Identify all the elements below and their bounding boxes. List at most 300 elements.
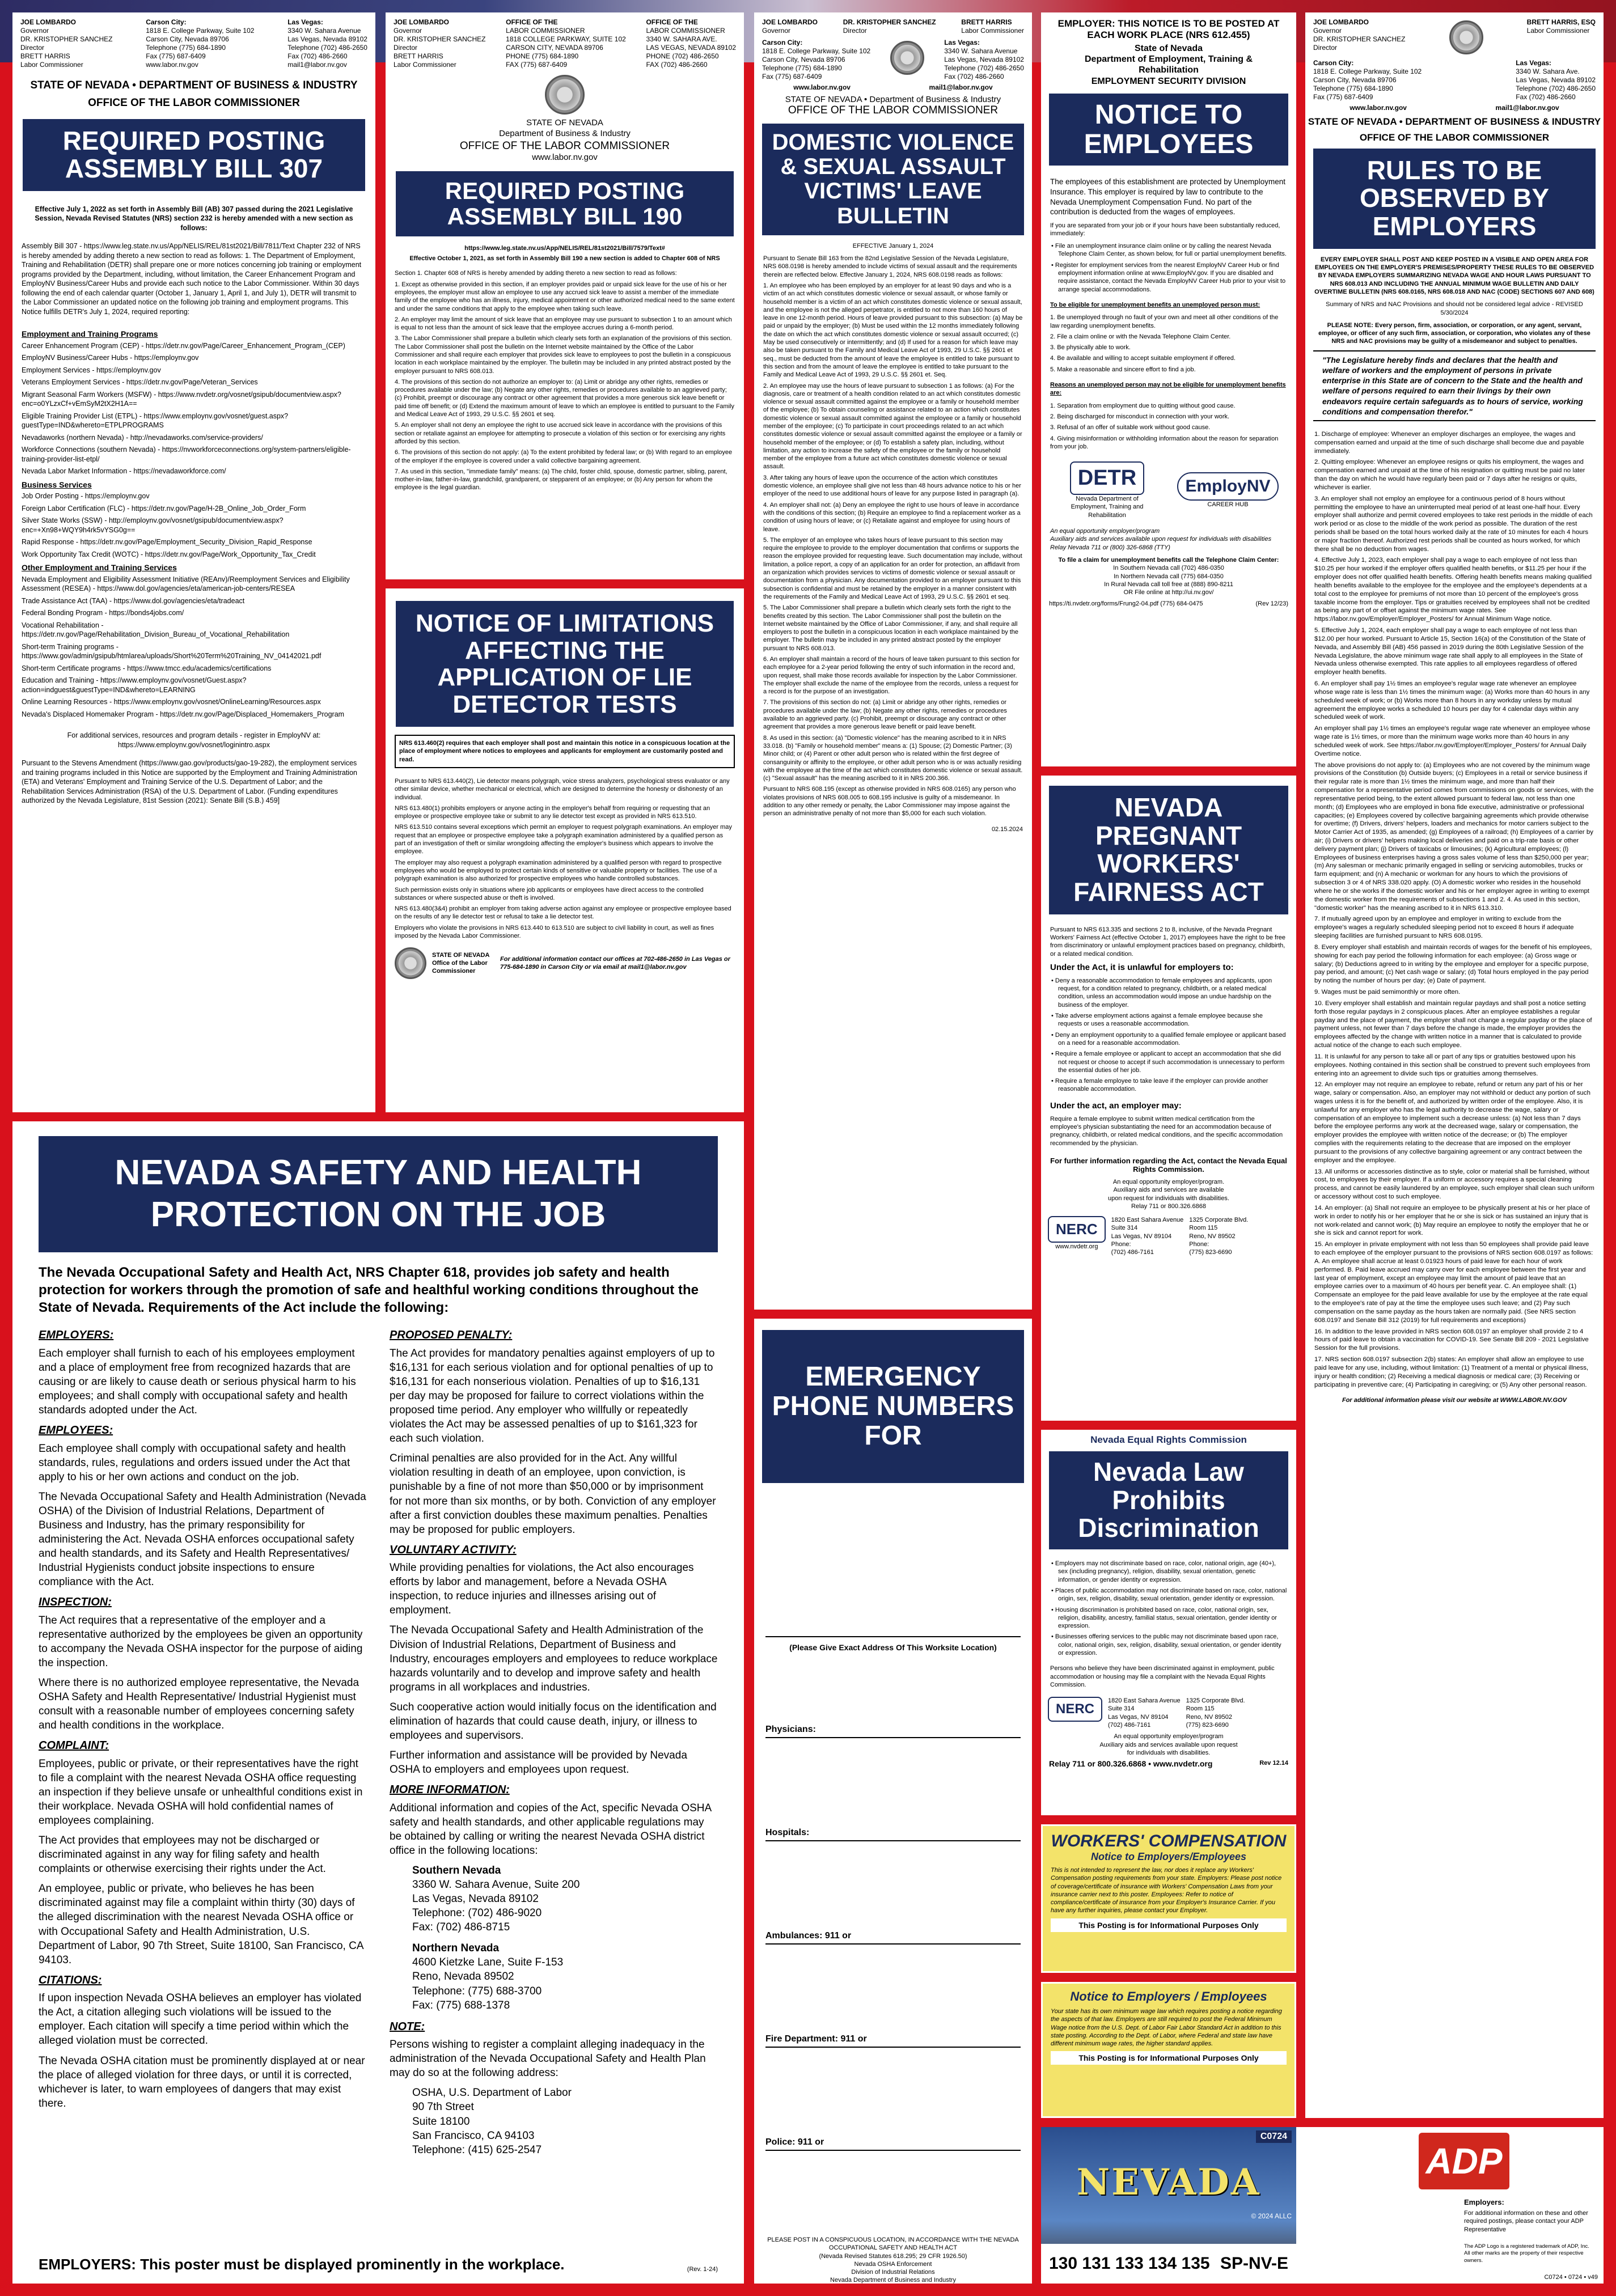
address-las-vegas [1516, 59, 1596, 101]
legislative-quote: "The Legislature hereby finds and declares that the health and welfare of workers and the employment of persons in private enterprise in this State are of concern to the State and the health and welfare of persons required to earn their livings by their own endeavors require certain safeguards as to hours of service, working conditions and compensation therefor." [1313, 350, 1596, 421]
org-line: Rehabilitation [1139, 65, 1199, 75]
letterhead [1305, 12, 1604, 59]
org-line: Department of Employment, Training & [1084, 54, 1253, 65]
website: www.labor.nv.gov [532, 152, 598, 163]
bullet-icon: • [1051, 1560, 1055, 1568]
letterhead-line: JOE LOMBARDO [762, 18, 818, 26]
section-heading: Employment and Training Programs [22, 329, 158, 339]
rule-paragraph: 16. In addition to the leave provided in NRS section 608.0197 an employer shall provide 2 to 4 hours of paid leave to obtain a vaccination for COVID-19. See Senate Bill 209 - 2021 Legislative Session for the full provisions. [1314, 1328, 1589, 1352]
claim-heading: To file a claim for unemployment benefits call the Telephone Claim Center: [1058, 556, 1279, 564]
letterhead-line: Las Vegas: [287, 18, 323, 26]
address-line: (702) 486-7161 [1111, 1249, 1154, 1256]
office-line: Telephone: (775) 688-3700 [412, 1985, 542, 1997]
org-line: STATE OF NEVADA • Department of Business & Industry [785, 95, 1001, 104]
catalog-row [1041, 2244, 1296, 2284]
statute-paragraph: 4. An employer shall not: (a) Deny an employee the right to use hours of leave in accordance with the conditions of this section; (b) Require an employee to find a replacement worker as a condition of using hours of leave; or (c) Retaliate against and employee for using hours of leave. [763, 501, 1021, 533]
office-southern-nevada [390, 1863, 718, 1934]
program-item[interactable]: Work Opportunity Tax Credit (WOTC) - https://detr.nv.gov/Page/Work_Opportunity_Tax_Credit [22, 550, 316, 558]
address-label: (Please Give Exact Address Of This Worksite Location) [789, 1643, 997, 1652]
letterhead-line: Labor Commissioner [961, 27, 1024, 35]
website-footer: For additional information please visit our website at WWW.LABOR.NV.GOV [1342, 1397, 1567, 1404]
bullet-icon: • [1051, 1587, 1055, 1594]
letterhead-left [394, 18, 485, 69]
letterhead-line: DR. KRISTOPHER SANCHEZ [20, 35, 113, 43]
ineligibility-list [1041, 402, 1296, 458]
relay-line: Relay 711 or 800.326.6868 • www.nvdetr.org [1049, 1759, 1213, 1769]
effective-line: EFFECTIVE January 1, 2024 [852, 242, 934, 249]
relay-row [1041, 1757, 1296, 1770]
program-item[interactable]: Employment Services - https://employnv.gov [22, 366, 161, 374]
address-line: Las Vegas, NV 89104 [1111, 1232, 1172, 1240]
emergency-field[interactable] [765, 2030, 1021, 2048]
informational-banner: This Posting is for Informational Purposes Only [1051, 2051, 1287, 2065]
ineligibility-item: 4. Giving misinformation or withholding information about the reason for separation from your job. [1050, 435, 1279, 450]
nerc-wordmark: NERC [1048, 1216, 1106, 1243]
org-line: STATE OF NEVADA • DEPARTMENT OF BUSINESS & INDUSTRY [30, 79, 358, 91]
program-item[interactable]: Career Enhancement Program (CEP) - https://detr.nv.gov/Page/Career_Enhancement_Program_(CEP) [22, 341, 345, 350]
letterhead-line: Labor Commissioner [394, 61, 456, 69]
statute-paragraph: Pursuant to NRS 608.195 (except as otherwise provided in NRS 608.0165) any person who violates provisions of NRS 608.005 to 608.195 inclusive is guilty of a misdemeanor. In addition to any other remedy or penalty, the Labor Commissioner may impose against the person an administrative penalty of not more than $5,000 for each such violation. [763, 786, 1016, 817]
eligibility-item: 2. File a claim online or with the Nevada Telephone Claim Center. [1050, 333, 1231, 340]
rule-paragraph: 6. An employer shall pay 1½ times an employee's regular wage rate whenever an employee whose wage rate is less than 1½ times the minimum wage: (a) Works more than 40 hours in any scheduled week of work; or (b) Works more than 8 hours in any workday unless by mutual agreement the employee works a scheduled 10 hours per day for 4 calendar days within any scheduled week of work. [1314, 680, 1590, 721]
statute-text [754, 250, 1032, 825]
emergency-field[interactable] [765, 1823, 1021, 1841]
org-sub: Department of Business & Industry [499, 128, 631, 138]
section-paragraph: If upon inspection Nevada OSHA believes an employer has violated the Act, a citation alleging such violations will be issued to the employer. Each citation will specify a time period within which the alleged violation must be corrected. [39, 1992, 362, 2047]
complaint-text: Persons who believe they have been discriminated against in employment, public accommodation or housing may file a complaint with the Nevada Equal Rights Commission. [1050, 1665, 1275, 1688]
email: mail1@labor.nv.gov [1495, 104, 1559, 112]
program-item[interactable]: Silver State Works (SSW) - http://employnv.gov/vosnet/gsipub/documentview.aspx?enc=+Xn98+WQY9h4rk5vYSG0g== [22, 516, 284, 534]
intro: The employees of this establishment are protected by Unemployment Insurance. This employer is required by law to contribute to the Nevada Unemployment Compensation Fund. No part of the contribution is deducted from the wages of employees. [1050, 177, 1285, 217]
ineligibility-item: 1. Separation from employment due to quitting without good cause. [1050, 402, 1236, 409]
section-heading: EMPLOYEES: [39, 1424, 113, 1437]
letterhead-line: JOE LOMBARDO [1313, 18, 1369, 26]
rule-paragraph: 7. If mutually agreed upon by an employee and employer in writing to exclude from the employee's wages a regularly scheduled sleeping period not to exceed 8 hours if adequate sleeping facilities are furnished pursuant to NRS 608.0195. [1314, 916, 1574, 940]
emergency-fields [754, 1720, 1032, 2151]
ineligibility-item: 3. Refusal of an offer of suitable work without good cause. [1050, 424, 1211, 431]
claim-line: In Northern Nevada call (775) 684-0350 [1114, 573, 1224, 580]
nerc-logo [1048, 1216, 1106, 1251]
address-space [754, 1494, 1032, 1619]
office-line: Southern Nevada [412, 1864, 501, 1876]
program-item[interactable]: Short-term Training programs - https://www.gov/admin/gsipub/htmlarea/uploads/Short%20Term%20Training_NV_04142021.pdf [22, 642, 321, 660]
website: www.labor.nv.gov [1350, 104, 1407, 112]
panel-emergency-numbers [754, 1319, 1032, 2284]
letterhead-line: Carson City: [146, 18, 187, 26]
equal-opportunity [1041, 1178, 1296, 1210]
rule-paragraph: 13. All uniforms or accessories distinctive as to style, color or material shall be furnished, without cost, to employees by their employer. If a uniform or accessory requires a special cleaning process, and cannot be easily laundered by an employee, such employer shall clean such uniform or accessory without cost to such employee. [1314, 1168, 1594, 1201]
letterhead-line: BRETT HARRIS [961, 18, 1012, 26]
logos [1041, 458, 1296, 523]
stevens-note: Pursuant to the Stevens Amendment (https://www.gao.gov/products/gao-19-282), the employment services and training programs included in this Notice are supported by the Employment and Training Administration (ETA) and Veterans' Employment and Training Service of the U.S. Department of Labor; and the Rehabilitation Services Administration (RSA) of the U.S. Department of Labor. (Funding expenditures authorized by the Nevada Legislature, 81st Session (2021): Senate Bill (S.B.) 459] [22, 759, 357, 805]
poster-title: NEVADA SAFETY AND HEALTH PROTECTION ON THE JOB [39, 1136, 718, 1252]
bullet-text: Require a female employee to take leave if the employer can provide another reasonable accommodation. [1055, 1078, 1268, 1093]
form-link: https://ti.nvdetr.org/forms/Frung2-04.pdf (775) 684-0475 [1049, 600, 1203, 608]
contact-info: For additional information contact our offices at 702-486-2650 in Las Vegas or 775-684-1890 in Carson City or via email at mail1@labor.nv.gov [500, 956, 730, 971]
unlawful-list [1041, 977, 1296, 1101]
display-requirement: EMPLOYERS: This poster must be displayed prominently in the workplace. [39, 2256, 565, 2273]
rule-paragraph: 8. Every employer shall establish and maintain records of wages for the benefit of his employees, showing for each pay period the following information for each employee: (a) Gross wage or salary; (b) Deductions agreed to in writing by the employee and employer for a specific purpose, pay period, and amount; (c) Net cash wage or salary; (d) Total hours employed in the pay period by noting the number of hours per day; (e) Date of payment. [1314, 943, 1592, 985]
letterhead-line: DR. KRISTOPHER SANCHEZ [394, 35, 486, 43]
org-line: EMPLOYMENT SECURITY DIVISION [1091, 76, 1246, 86]
letterhead-line: Director [843, 27, 867, 35]
claim-numbers [1041, 564, 1296, 596]
statute-text [386, 773, 744, 947]
rule-paragraph: 14. An employer: (a) Shall not require an employee to be physically present at his or her place of work in order to notify his or her employer that he or she is sick or has sustained an injury that is not work-related and cannot work; (b) May require an employee to notify the employer that he or she is sick and cannot report for work. [1314, 1204, 1590, 1237]
section-heading: COMPLAINT: [39, 1739, 109, 1752]
rule-paragraph: 4. Effective July 1, 2023, each employer shall pay a wage to each employee of not less than $10.25 per hour worked if the employer offers qualified health benefits, or $11.25 per hour if the employer does not offer qualified health benefits. Offering health benefits means making qualified health benefits available to the employee for the employee and the employee's dependents at a total cost to the employee for premiums of not more than 10 percent of the employee's gross taxable income from the employer. Tips or gratuities received by employees shall not be credited as being any part of or offset against the minimum wage rates. See https://labor.nv.gov/Employer/Employer_Posters/ for Annual Minimum Wage notice. [1314, 557, 1592, 623]
letterhead-line: 1818 E. College Parkway, Suite 102 [1313, 67, 1422, 75]
program-item[interactable]: Nevada Employment and Eligibility Assessment Initiative (REAnv)/Reemployment Services and Eligibility Assessment (RESEA) - https://www.dol.gov/agencies/eta/american-job-centers/RESEA [22, 575, 350, 593]
bill-paragraph: 5. An employer shall not deny an employee the right to use accrued sick leave in accordance with the provisions of this section or retaliate against an employee for attempting to prosecute a violation of this section or for exercising any rights afforded by this section. [395, 422, 726, 445]
address-las-vegas [1108, 1697, 1181, 1729]
bill-paragraph: Section 1. Chapter 608 of NRS is hereby amended by adding thereto a new section to read as follows: [395, 270, 677, 277]
summary-note: Summary of NRS and NAC Provisions and should not be considered legal advice - REVISED 5/30/2024 [1326, 301, 1583, 316]
office-line: Suite 18100 [412, 2115, 470, 2128]
bill-paragraph: 3. The Labor Commissioner shall prepare a bulletin which clearly sets forth an explanation of the provisions of this section. The Labor Commissioner shall post the bulletin on the Internet website maintained by the Office of the Labor Commissioner and shall require each employer that provides sick leave to employees to post the bulletin in a conspicuous location in each workplace maintained by the employer. The bulletin may be included in any printed abstract posted by the employer pursuant to NRS 608.013. [395, 335, 732, 375]
program-item[interactable]: Federal Bonding Program - https://bonds4jobs.com/ [22, 609, 184, 617]
letterhead-line: Labor Commissioner [1526, 27, 1590, 35]
statute-paragraph: Employers who violate the provisions in NRS 613.440 to 613.510 are subject to civil liability in court, as well as fines imposed by the Nevada Labor Commissioner. [395, 924, 714, 939]
org-block [386, 118, 744, 163]
protection-item [1050, 1587, 1287, 1603]
rule-paragraph: 12. An employer may not require an employee to rebate, refund or return any part of his or her wage, salary or compensation. Also, an employer may not withhold or deduct any portion of such wages unless it is for the benefit of, and authorized by written order of the employee. Also, it is unlawful for any employer who has the legal authority to decrease the wage, salary or compensation of an employee to implement such a decrease unless: (a) Not less than 7 days before the employee performs any work at the decreased wage, salary or compensation, the employer provides the employee with written notice of the decrease; or (b) The employer complies with the requirements relating to the decrease that are imposed on the employer pursuant to the provisions of any collective bargaining agreement or any contract between the employer and the employee. [1314, 1081, 1590, 1164]
program-sections [12, 321, 375, 726]
statute-paragraph: 7. The provisions of this section do not: (a) Limit or abridge any other rights, remedies or procedures available under the law; (b) Negate any other rights, remedies or procedures available to an aggrieved party. (c) Prohibit, preempt or discourage any contract or other agreement that provides a more generous leave benefit or paid leave benefit. [763, 699, 1007, 731]
eo-line: An equal opportunity employer/program [1050, 528, 1160, 535]
nevada-seal-icon [545, 75, 585, 115]
eligibility-item: 4. Be available and willing to accept suitable employment if offered. [1050, 355, 1236, 362]
letterhead-right [646, 18, 736, 69]
protection-item [1050, 1633, 1287, 1657]
detr-wordmark: DETR [1070, 461, 1144, 495]
letterhead-line: Telephone (702) 486-2650 [1516, 84, 1596, 92]
letterhead-line: Las Vegas: [1516, 59, 1551, 67]
bullet-text: Housing discrimination is prohibited based on race, color, national origin, sex, religion, disability, ancestry, familial status, sexual orientation, gender identity or expression. [1055, 1606, 1277, 1630]
letterhead-line: Governor [394, 27, 422, 35]
program-item[interactable]: Workforce Connections (southern Nevada) - https://nvworkforceconnections.org/system-partners/eligible-training-provider-list-etpl/ [22, 446, 351, 463]
office-line: Telephone: (415) 625-2547 [412, 2144, 542, 2156]
bill-paragraph: 7. As used in this section, "immediate family" means: (a) The child, foster child, spouse, domestic partner, sibling, parent, mother-in-law, father-in-law, grandchild, grandparent, or stepparent of an employee; or (b) Any person for whom the employee is the legal guardian. [395, 468, 727, 492]
version-code: C0724 • 0724 • v49 [1544, 2273, 1598, 2281]
poster-title: NEVADA PREGNANT WORKERS' FAIRNESS ACT [1049, 786, 1288, 914]
program-item[interactable]: Education and Training - https://www.employnv.gov/vosnet/Guest.aspx?action=indguest&guestType=IND&whereto=LEARNING [22, 676, 247, 694]
address-line [765, 1619, 1021, 1637]
revision: Rev 12.14 [1259, 1760, 1288, 1767]
rule-paragraph: 17. NRS section 608.0197 subsection 2(b) states: An employer shall allow an employee to use paid leave for any use, including, without limitation: (1) Treatment of a mental or physical illness, injury or health condition; (2) Receiving a medical diagnosis or medical care; (3) Receiving or participating in preventive care; (4) Participating in caregiving; or (5) Any other personal reason. [1314, 1356, 1589, 1388]
address-reno [1186, 1697, 1245, 1729]
program-item[interactable]: Trade Assistance Act (TAA) - https://www.dol.gov/agencies/eta/tradeact [22, 596, 245, 605]
poster-title: NOTICE TO EMPLOYEES [1049, 94, 1288, 166]
section-heading: INSPECTION: [39, 1596, 112, 1609]
nerc-logo: NERC [1048, 1697, 1102, 1722]
panel-rules-employers [1305, 12, 1604, 2118]
detr-logo [1059, 461, 1155, 519]
claim-line: OR File online at http://ui.nv.gov/ [1123, 589, 1214, 596]
rule-paragraph: An employer shall pay 1½ times an employee's regular wage rate whenever an employee whose wage rate is 1½ times, or more than the minimum wage works more than 40 hours in any scheduled week of work. See https://labor.nv.gov/Employer/Employer_Posters/ for Annual Daily Overtime notice. [1314, 725, 1590, 757]
letterhead-line: Telephone (775) 684-1890 [762, 64, 842, 72]
letterhead-line: Las Vegas, Nevada 89102 [287, 35, 367, 43]
program-item[interactable]: Eligible Training Provider List (ETPL) - https://www.employnv.gov/vosnet/guest.aspx?guestType=IND&whereto=ETPLPROGRAMS [22, 412, 289, 430]
copyright: © 2024 ALLC [1251, 2212, 1292, 2220]
section-paragraph: Additional information and copies of the Act, specific Nevada OSHA safety and health standards, and other applicable regulations may be obtained by calling or writing the nearest Nevada OSHA district office in the following locations: [390, 1802, 712, 1857]
bill-paragraph: 6. The provisions of this section do not apply: (a) To the extent prohibited by federal law; or (b) With regard to an employee of the employer if the employee is covered under a valid collective bargaining agreement. [395, 449, 733, 464]
contact-line: For further information regarding the Act, contact the Nevada Equal Rights Commission. [1050, 1156, 1287, 1174]
adp-tagline: Employers: [1464, 2198, 1504, 2206]
poster-title: WORKERS' COMPENSATION [1051, 1832, 1287, 1850]
address-line: 1820 East Sahara Avenue [1111, 1217, 1184, 1224]
panel-workers-comp [1041, 1824, 1296, 1973]
bullet-icon: • [1051, 243, 1055, 250]
office-line: OFFICE OF THE LABOR COMMISSIONER [459, 139, 670, 152]
footer-line: Nevada OSHA Enforcement [854, 2260, 932, 2268]
program-item[interactable]: Rapid Response - https://detr.nv.gov/Page/Employment_Security_Division_Rapid_Response [22, 538, 312, 547]
program-item[interactable]: Foreign Labor Certification (FLC) - https://detr.nv.gov/Page/H-2B_Online_Job_Order_Form [22, 504, 306, 512]
field-label: Physicians: [765, 1725, 819, 1735]
eo-line: Auxiliary aids and services are available [1113, 1187, 1224, 1194]
intro: Effective July 1, 2022 as set forth in Assembly Bill (AB) 307 passed during the 2021 Legislative Session, Nevada Revised Statutes (NRS) section 232 is hereby amended with a new section as follows: [35, 205, 353, 232]
letterhead-line: Fax (775) 687-6409 [146, 52, 206, 60]
revision: (Rev. 1-24) [687, 2265, 718, 2273]
office-line: OFFICE OF THE LABOR COMMISSIONER [88, 96, 300, 109]
statute-paragraph: 2. An employee may use the hours of leave pursuant to subsection 1 as follows: (a) For the diagnosis, care or treatment of a health condition related to an act which constitutes domestic violence or sexual assault committed against the employee or a family or household member of the employee; (b) To obtain counseling or assistance related to an action which constitutes domestic violence or sexual assault committed against the employee or a family or household member of the employee; (c) To participate in court proceedings related to an act which constitutes domestic violence or sexual assault committed against the employee or a family or household member of the employee; or (d) To establish a safety plan, including, without limitation, any action to increase the safety of the employee or the family or household member of the employee from a future act which constitutes domestic violence or sexual assault. [763, 382, 1022, 471]
footer-line: PLEASE POST IN A CONSPICUOUS LOCATION, IN ACCORDANCE WITH THE NEVADA OCCUPATIONAL SAFETY AND HEALTH ACT [767, 2236, 1019, 2252]
revision-date: 02.15.2024 [991, 825, 1023, 833]
eo-line: An equal opportunity employer/program. [1112, 1178, 1225, 1185]
letterhead-line: Carson City, Nevada 89706 [146, 35, 229, 43]
address-carson-city [762, 39, 870, 81]
letterhead-line: Las Vegas: [944, 39, 980, 46]
section-paragraph: While providing penalties for violations, the Act also encourages efforts by labor and management, before a Nevada OSHA inspection, to reduce injuries and illnesses arising out of employment. [390, 1562, 694, 1617]
bullet-text: Employers may not discriminate based on race, color, national origin, age (40+), sex (including pregnancy), religion, disability, sexual orientation, genetic information, or gender identity or expression. [1055, 1560, 1276, 1583]
rule-paragraph: The above provisions do not apply to: (a) Employees who are not covered by the minimum wage provisions of the Constitution (b) Outside buyers; (c) Employees in a retail or service business if their regular rate is more than 1½ times the minimum wage, and more than half their compensation for a representative period comes from commissions on goods or services, with the representative period being, to the extent allowed pursuant to federal law, not less than one month; (d) Employees who are employed in bona fide executive, administrative or professional capacities; (e) Employees covered by collective bargaining agreements which provide otherwise for overtime; (f) Drivers, drivers' helpers, loaders and mechanics for motor carriers subject to the Motor Carrier Act of 1935, as amended; (g) Employees of a railroad; (h) Employees of a carrier by air; (i) Drivers or drivers' helpers making local deliveries and paid on a trip-rate basis or other delivery payment plan; (j) Drivers of taxicabs or limousines; (k) Agricultural employees; (l) Employees of business enterprises having a gross sales volume of less than $250,000 per year; (m) Any salesman or mechanic primarily engaged in selling or servicing automobiles, trucks or farm equipment; and (n) A mechanic or workman for any hours to which the provisions of subsection 3 or 4 of NRS 338.020 apply. (O) A domestic worker who resides in the household where he or she works if the domestic worker and his or her employer agree in writing to exempt the domestic worker from the requirements of subsections 1 and 2. 4. As used in this section, "domestic worker" has the meaning ascribed to it in NRS 613.310. [1314, 761, 1594, 912]
letterhead-middle [146, 18, 254, 69]
addresses [1305, 59, 1604, 104]
address-carson-city [1313, 59, 1422, 101]
section-paragraph: The Nevada Occupational Safety and Health Administration of the Division of Industrial Relations, Department of Business and Industry, encourages employers and employees to reduce workplace hazards voluntarily and to develop and improve safety and health programs in all workplaces and industries. [390, 1624, 718, 1693]
section-heading: EMPLOYERS: [39, 1329, 114, 1342]
field-label: Fire Department: 911 or [765, 2034, 870, 2044]
office-line: Reno, Nevada 89502 [412, 1971, 514, 1983]
office-line: Telephone: (702) 486-9020 [412, 1907, 542, 1920]
program-item[interactable]: Veterans Employment Services - https://detr.nv.gov/Page/Veteran_Services [22, 378, 258, 387]
letterhead-middle [843, 18, 936, 35]
address-line: Suite 314 [1111, 1225, 1138, 1232]
program-item[interactable]: Short-term Certificate programs - https://www.tmcc.edu/academics/certifications [22, 664, 272, 672]
bullet-text: Places of public accommodation may not discriminate based on race, color, national origin, sex, religion, disability, sexual orientation, gender identity or expression. [1055, 1587, 1287, 1603]
program-item[interactable]: Online Learning Resources - https://www.employnv.gov/vosnet/OnlineLearning/Resources.aspx [22, 698, 321, 706]
letterhead-line: LABOR COMMISSIONER [506, 27, 585, 35]
letterhead-line: 3340 W. Sahara Avenue [944, 47, 1018, 55]
nerc-website: www.nvdetr.org [1055, 1243, 1098, 1251]
claim-line: In Rural Nevada call toll free at (888) 890-8211 [1104, 581, 1233, 588]
address-las-vegas [944, 39, 1024, 81]
poster-subtitle: Notice to Employers/Employees [1090, 1851, 1247, 1862]
unlawful-item [1050, 1077, 1287, 1094]
section-paragraph: Where there is no authorized employee representative, the Nevada OSHA Safety and Health Representative/ Industrial Hygienist must consult with a reasonable number of employees concerning safety and health conditions in the workplace. [39, 1677, 359, 1732]
letterhead-line: 1818 E. College Parkway, Suite 102 [146, 27, 255, 35]
bill-paragraph: 4. The provisions of this section do not authorize an employer to: (a) Limit or abridge any other rights, remedies or procedures available under the law; (b) Negate any other rights, remedies or procedures available to an aggrieved party; (c) Prohibit, preempt or discourage any contract or other agreement that provides a more generous sick leave benefit or paid time off benefit; or (d) Extend the maximum amount of leave to which an employee is entitled to pursuant to the Family and Medical Leave Act of 1993, 29 U.S.C. §§ 2601 et seq. [395, 378, 734, 418]
section-heading: Other Employment and Training Services [22, 563, 177, 573]
office-northern-nevada [390, 1941, 718, 2012]
edition-code: C0724 [1256, 2130, 1292, 2143]
field-label: Police: 911 or [765, 2137, 827, 2147]
eligibility-item: 1. Be unemployed through no fault of your own and meet all other conditions of the law regarding unemployment benefits. [1050, 314, 1279, 329]
letterhead-line: Las Vegas, Nevada 89102 [1516, 76, 1596, 84]
eo-line: Relay Nevada 711 or (800) 326-6868 (TTY) [1050, 544, 1170, 551]
poster-title: Nevada Law Prohibits Discrimination [1049, 1451, 1288, 1549]
nerc-contacts [1041, 1210, 1296, 1262]
nevada-wordmark: NEVADA [1076, 2161, 1261, 2204]
osha-footer [39, 2256, 718, 2273]
section-paragraph: The Nevada Occupational Safety and Health Administration (Nevada OSHA) of the Division of Industrial Relations, Department of Business and Industry, has the primary responsibility for administering the Act. Nevada OSHA enforces occupational safety and health standards, and its Safety and Health Representatives/ Industrial Hygienists conduct jobsite inspections to ensure compliance with the Act. [39, 1490, 366, 1588]
note-heading: NOTE: [390, 2020, 425, 2033]
statute-paragraph: 3. After taking any hours of leave upon the occurrence of the action which constitutes domestic violence, an employee shall give not less than 48 hours advance notice to his or her employer of the need to use additional hours of leave for any purpose listed in paragraph (a). [763, 474, 1021, 498]
rule-paragraph: 1. Discharge of employee: Whenever an employer discharges an employee, the wages and compensation earned and unpaid at the time of such discharge shall become due and payable immediately. [1314, 430, 1584, 455]
intro: The Nevada Occupational Safety and Health Act, NRS Chapter 618, provides job safety and health protection for workers through the promotion of safe and healthful working conditions throughout the State of Nevada. Requirements of the Act include the following: [39, 1264, 699, 1316]
panel-domestic-violence [754, 12, 1032, 1310]
rule-paragraph: 11. It is unlawful for any person to take all or part of any tips or gratuities bestowed upon his employees. Nothing contained in this section shall be construed to prevent such employees from entering into an agreement to divide such tips or gratuities among themselves. [1314, 1053, 1590, 1077]
statute-paragraph: Pursuant to NRS 613.440(2), Lie detector means polygraph, voice stress analyzers, psychological stress evaluator or any other similar device, whether mechanical or electrical, which are designed to determine the honesty or dishonesty of an individual. [395, 777, 730, 801]
nevada-banner [1041, 2127, 1296, 2284]
claim-line: In Southern Nevada call (702) 486-0350 [1113, 565, 1224, 572]
adp-trademark: The ADP Logo is a registered trademark of ADP, Inc. All other marks are the property of their respective owners. [1464, 2243, 1589, 2264]
unlawful-item [1050, 1012, 1287, 1028]
eo-line: Relay 711 or 800.326.6868 [1131, 1202, 1206, 1210]
statute-paragraph: Pursuant to Senate Bill 163 from the 82nd Legislative Session of the Nevada Legislature, NRS 608.0198 is hereby amended to include victims of sexual assault and the requirements therein are reflected below. Effective January 1, 2024, NRS 608.0198 reads as follows: [763, 255, 1017, 278]
letterhead-line: 3340 W. Sahara Ave. [1516, 67, 1580, 75]
org-block [1041, 43, 1296, 87]
notice-text: This is not intended to represent the law, nor does it replace any Workers' Compensation posting requirements from your state. Employers: Please post notice of coverage/certificate of insurance with Workers' Compensation Laws from your insurance carrier next to this poster. Employees: Refer to notice of compliance/certificate of insurance from your Employer's Insurance Carrier. If you have any further inquiries, please contact your Employer. [1051, 1867, 1282, 1914]
letterhead-line: DR. KRISTOPHER SANCHEZ [843, 18, 936, 26]
email: mail1@labor.nv.gov [929, 83, 993, 91]
letterhead [386, 12, 744, 71]
seal-label: STATE OF NEVADA Office of the Labor Commissioner [432, 951, 490, 975]
statute-paragraph: The employer may also request a polygraph examination administered by a qualified person with regard to prospective employees who would be employed to protect certain kinds of sensitive or valuable property or facilities. The use of a polygraph examination is also authorized for prospective employees who handle controlled substances. [395, 859, 722, 883]
rule-paragraph: 5. Effective July 1, 2024, each employer shall pay a wage to each employee of not less than $12.00 per hour worked. Pursuant to Article 15, Section 16(a) of the Constitution of the State of Nevada, and Assembly Bill (AB) 456 passed in 2019 during the 80th Legislative Session of the Nevada Legislature, the above minimum wage rate shall apply to all employees in the State of Nevada unless otherwise exempted. This rate applies to all employees regardless of offered employer health benefits. [1314, 627, 1586, 676]
office-usdol [390, 2086, 718, 2157]
ineligibility-item: 2. Being discharged for misconduct in connection with your work. [1050, 413, 1230, 420]
adp-logo: ADP [1419, 2133, 1509, 2189]
letterhead-line: Telephone (775) 684-1890 [146, 44, 226, 52]
letterhead-line: DR. KRISTOPHER SANCHEZ [1313, 35, 1406, 43]
program-item[interactable]: Nevada's Displaced Homemaker Program - https://detr.nv.gov/Page/Displaced_Homemakers_Program [22, 710, 345, 718]
address-line: Suite 314 [1108, 1705, 1135, 1713]
program-item[interactable]: Nevada Labor Market Information - https://nevadaworkforce.com/ [22, 467, 226, 476]
panel-ab190 [386, 12, 744, 579]
poster-title: REQUIRED POSTING ASSEMBLY BILL 307 [23, 119, 365, 191]
rule-paragraph: 3. An employer shall not employ an employee for a continuous period of 8 hours without permitting the employee to have an uninterrupted meal period of at least one-half hour. Every employer shall authorize and permit covered employees to take rest periods in the middle of each work period or as close to the middle of the work period as possible. The duration of the rest periods shall be based on the total hours worked daily at the rate of 10 minutes for each 4 hours or major fraction thereof. Authorized rest periods shall be counted as hours worked, for which there shall be no deduction from wages. [1314, 495, 1593, 553]
rule-paragraph: 9. Wages must be paid semimonthly or more often. [1314, 989, 1461, 996]
office-line: Fax: (702) 486-8715 [412, 1921, 510, 1934]
letterhead-line: 1818 COLLEGE PARKWAY, SUITE 102 [506, 35, 626, 43]
poster-title: REQUIRED POSTING ASSEMBLY BILL 190 [396, 171, 734, 236]
letterhead-left [1313, 18, 1405, 57]
section-heading: PROPOSED PENALTY: [390, 1329, 513, 1342]
poster-title: Notice to Employers / Employees [1070, 1989, 1267, 2003]
web-row [754, 83, 1032, 91]
letterhead-line: Governor [1313, 27, 1342, 35]
notice-text: Your state has its own minimum wage law which requires posting a notice regarding the aspects of that law. Employers are still required to post the Federal Minimum Wage notice from the U.S. Dept. of Labor Fair Labor Standard Act in addition to this state posting. According to the Dept. of Labor, where Federal and state law have different minimum wage rates, the higher standard applies. [1051, 2008, 1282, 2048]
bullet-text: Register for employment services from the nearest EmployNV Career Hub or find employment information online at www.EmployNV.gov. If you are disabled and require assistance, contact the Nevada EmployNV Career Hub prior to your visit to arrange special accommodations. [1055, 261, 1286, 293]
letterhead-line: Las Vegas, Nevada 89102 [944, 56, 1024, 63]
program-item[interactable]: Nevadaworks (northern Nevada) - http://nevadaworks.com/service-providers/ [22, 433, 263, 442]
address-line: (702) 486-7161 [1108, 1722, 1151, 1729]
sub-intro: If you are separated from your job or if your hours have been substantially reduced, immediately: [1050, 222, 1280, 237]
letterhead-right [1527, 18, 1596, 57]
statute-paragraph: 6. An employer shall maintain a record of the hours of leave taken pursuant to this section for each employee for a 2-year period following the entry of such information in the record and, upon request, shall make those records available for inspection by the Labor Commissioner. The employer shall exclude the name of the employee from the records, unless a request for a record is for the purpose of an investigation. [763, 656, 1019, 696]
nerc-contacts [1041, 1693, 1296, 1732]
letterhead-line: Telephone (702) 486-2650 [287, 44, 367, 52]
labor-commissioner-seal-icon [395, 947, 426, 979]
section-paragraph: The Nevada OSHA citation must be prominently displayed at or near the place of alleged violation for three days, or until it is corrected, whichever is later, to warn employees of dangers that may exist there. [39, 2054, 365, 2109]
section-paragraph: The Act provides that employees may not be discharged or discriminated against in any way for filing safety and health complaints or otherwise exercising their rights under the Act. [39, 1835, 326, 1875]
emergency-field[interactable] [765, 1926, 1021, 1945]
emergency-field[interactable] [765, 2133, 1021, 2151]
nevada-seal-icon [890, 41, 924, 75]
panel-osha [12, 1121, 744, 2284]
rule-paragraph: 10. Every employer shall establish and maintain regular paydays and shall post a notice setting forth those regular paydays in 2 conspicuous places. After an employee establishes a regular payday and the place of payment, the employer shall not change a regular payday or the place of payment unless, not fewer than 7 days before the change is made, the employer provides the employees affected by the change with written notice in a manner that is calculated to provide actual notice of the change to each such employee. [1314, 999, 1592, 1049]
website: www.labor.nv.gov [793, 83, 851, 91]
letterhead-line: FAX (702) 486-2660 [646, 61, 708, 69]
program-item[interactable]: Vocational Rehabilitation - https://detr.nv.gov/Page/Rehabilitation_Division_Bureau_of_Vocational_Rehabilitation [22, 621, 290, 639]
letterhead-line: Carson City, Nevada 89706 [1313, 76, 1397, 84]
section-paragraph: An employee, public or private, who believes he has been discriminated against may file a complaint within thirty (30) days of the alleged discrimination with the nearest Nevada OSHA office or with Occupational Safety and Health Administration, U.S. Department of Labor, 90 7th Street, Suite 18100, San Francisco, CA 94103. [39, 1883, 363, 1966]
action-bullets [1041, 242, 1296, 301]
office-line: Fax: (775) 688-1378 [412, 1999, 510, 2011]
address-line: 1820 East Sahara Avenue [1108, 1697, 1181, 1705]
osha-right-sections [390, 1328, 718, 1858]
bill-text [386, 265, 744, 499]
osha-left-column [39, 1322, 367, 2157]
bill-paragraph: 2. An employer may limit the amount of sick leave that an employee may use pursuant to subsection 1 to an amount which is equal to not less than the amount of sick leave that the employee accrues during a 6-month period. [395, 316, 732, 332]
letterhead-line: Fax (702) 486-2660 [944, 73, 1004, 81]
section-paragraph: Such cooperative action would initially focus on the identification and elimination of hazards that could cause death, injury, or illness to employees and supervisors. [390, 1701, 717, 1742]
program-item[interactable]: Migrant Seasonal Farm Workers (MSFW) - https://www.nvdetr.org/vosnet/gsipub/documentview.aspx?enc=o0YLzxCf+vEmSyM2tX2H1A== [22, 390, 341, 408]
statute-paragraph: 5. The employer of an employee who takes hours of leave pursuant to this section may require the employee to provide to the employer documentation that confirms or supports the reason the employee provided for requesting leave. Such documentation may include, without limitation, a police report, a copy of an application for an order for protection, an affidavit from an organization which provides services to victims of domestic violence or sexual assault or documentation from a physician. Any documentation provided to an employer pursuant to this subsection is confidential and must be retained by the employer in a manner consistent with the requirements of the Family and Medical Leave Act of 1993, 29 U.S.C. §§ 2601 et seq. [763, 536, 1022, 600]
address-line: Reno, NV 89502 [1186, 1713, 1232, 1721]
panel-adp [1305, 2127, 1604, 2284]
program-item[interactable]: EmployNV Business/Career Hubs - https://employnv.gov [22, 354, 199, 362]
letterhead-line: OFFICE OF THE [506, 18, 558, 26]
field-label: Ambulances: 911 or [765, 1931, 854, 1941]
statute-paragraph: NRS 613.480(3&4) prohibit an employer from taking adverse action against any employee or prospective employee based on the results of any lie detector test or refusal to take a lie detector test. [395, 905, 731, 921]
letterhead-line: LAS VEGAS, NEVADA 89102 [646, 44, 736, 52]
office-line: OSHA, U.S. Department of Labor [412, 2087, 572, 2099]
note-text: Persons wishing to register a complaint alleging inadequacy in the administration of the Nevada Occupational Safety and Health Plan may do so at the following address: [390, 2039, 706, 2079]
statute-paragraph: NRS 613.480(1) prohibits employers or anyone acting in the employer's behalf from requiring or requesting that an employee or prospective employee take or submit to any lie detector test except as provided in NRS 613.510. [395, 804, 710, 820]
letterhead-left [762, 18, 818, 35]
letterhead-line: OFFICE OF THE [646, 18, 698, 26]
unlawful-heading: Under the Act, it is unlawful for employers to: [1050, 962, 1234, 972]
letterhead-line: Fax (775) 687-6409 [762, 73, 822, 81]
program-item[interactable]: Job Order Posting - https://employnv.gov [22, 492, 150, 501]
emergency-field[interactable] [765, 1720, 1021, 1738]
org-line: STATE OF NEVADA [526, 118, 603, 128]
informational-banner: This Posting is for Informational Purposes Only [1051, 1918, 1287, 1932]
eligibility-heading: To be eligible for unemployment benefits an unemployed person must: [1050, 301, 1260, 308]
eo-line: An equal opportunity employer/program [1114, 1733, 1224, 1740]
letterhead-left [20, 18, 112, 69]
form-footer [1041, 596, 1296, 611]
letterhead-line: BRETT HARRIS [20, 52, 70, 60]
footer-line: Nevada Department of Business and Industry [830, 2277, 956, 2284]
statute-paragraph: 8. As used in this section: (a) "Domestic violence" has the meaning ascribed to it in NRS 33.018. (b) "Family or household member" means a: (1) Spouse; (2) Domestic Partner; (3) Minor child; or (4) Parent or other adult person who is related within the first degree of consanguinity or affinity to the employee, or other adult person who is or was actually residing with the employee at the time of the act which constitutes domestic violence or sexual assault. (c) "Sexual assault" has the meaning ascribed to it in NRS 200.366. [763, 734, 1023, 782]
office-line: Las Vegas, Nevada 89102 [412, 1893, 539, 1905]
letterhead-line: Fax (702) 486-2660 [1516, 93, 1576, 101]
letterhead-line: PHONE (702) 486-2650 [646, 52, 719, 60]
ineligibility-heading: Reasons an unemployed person may not be eligible for unemployment benefits are: [1050, 382, 1286, 397]
